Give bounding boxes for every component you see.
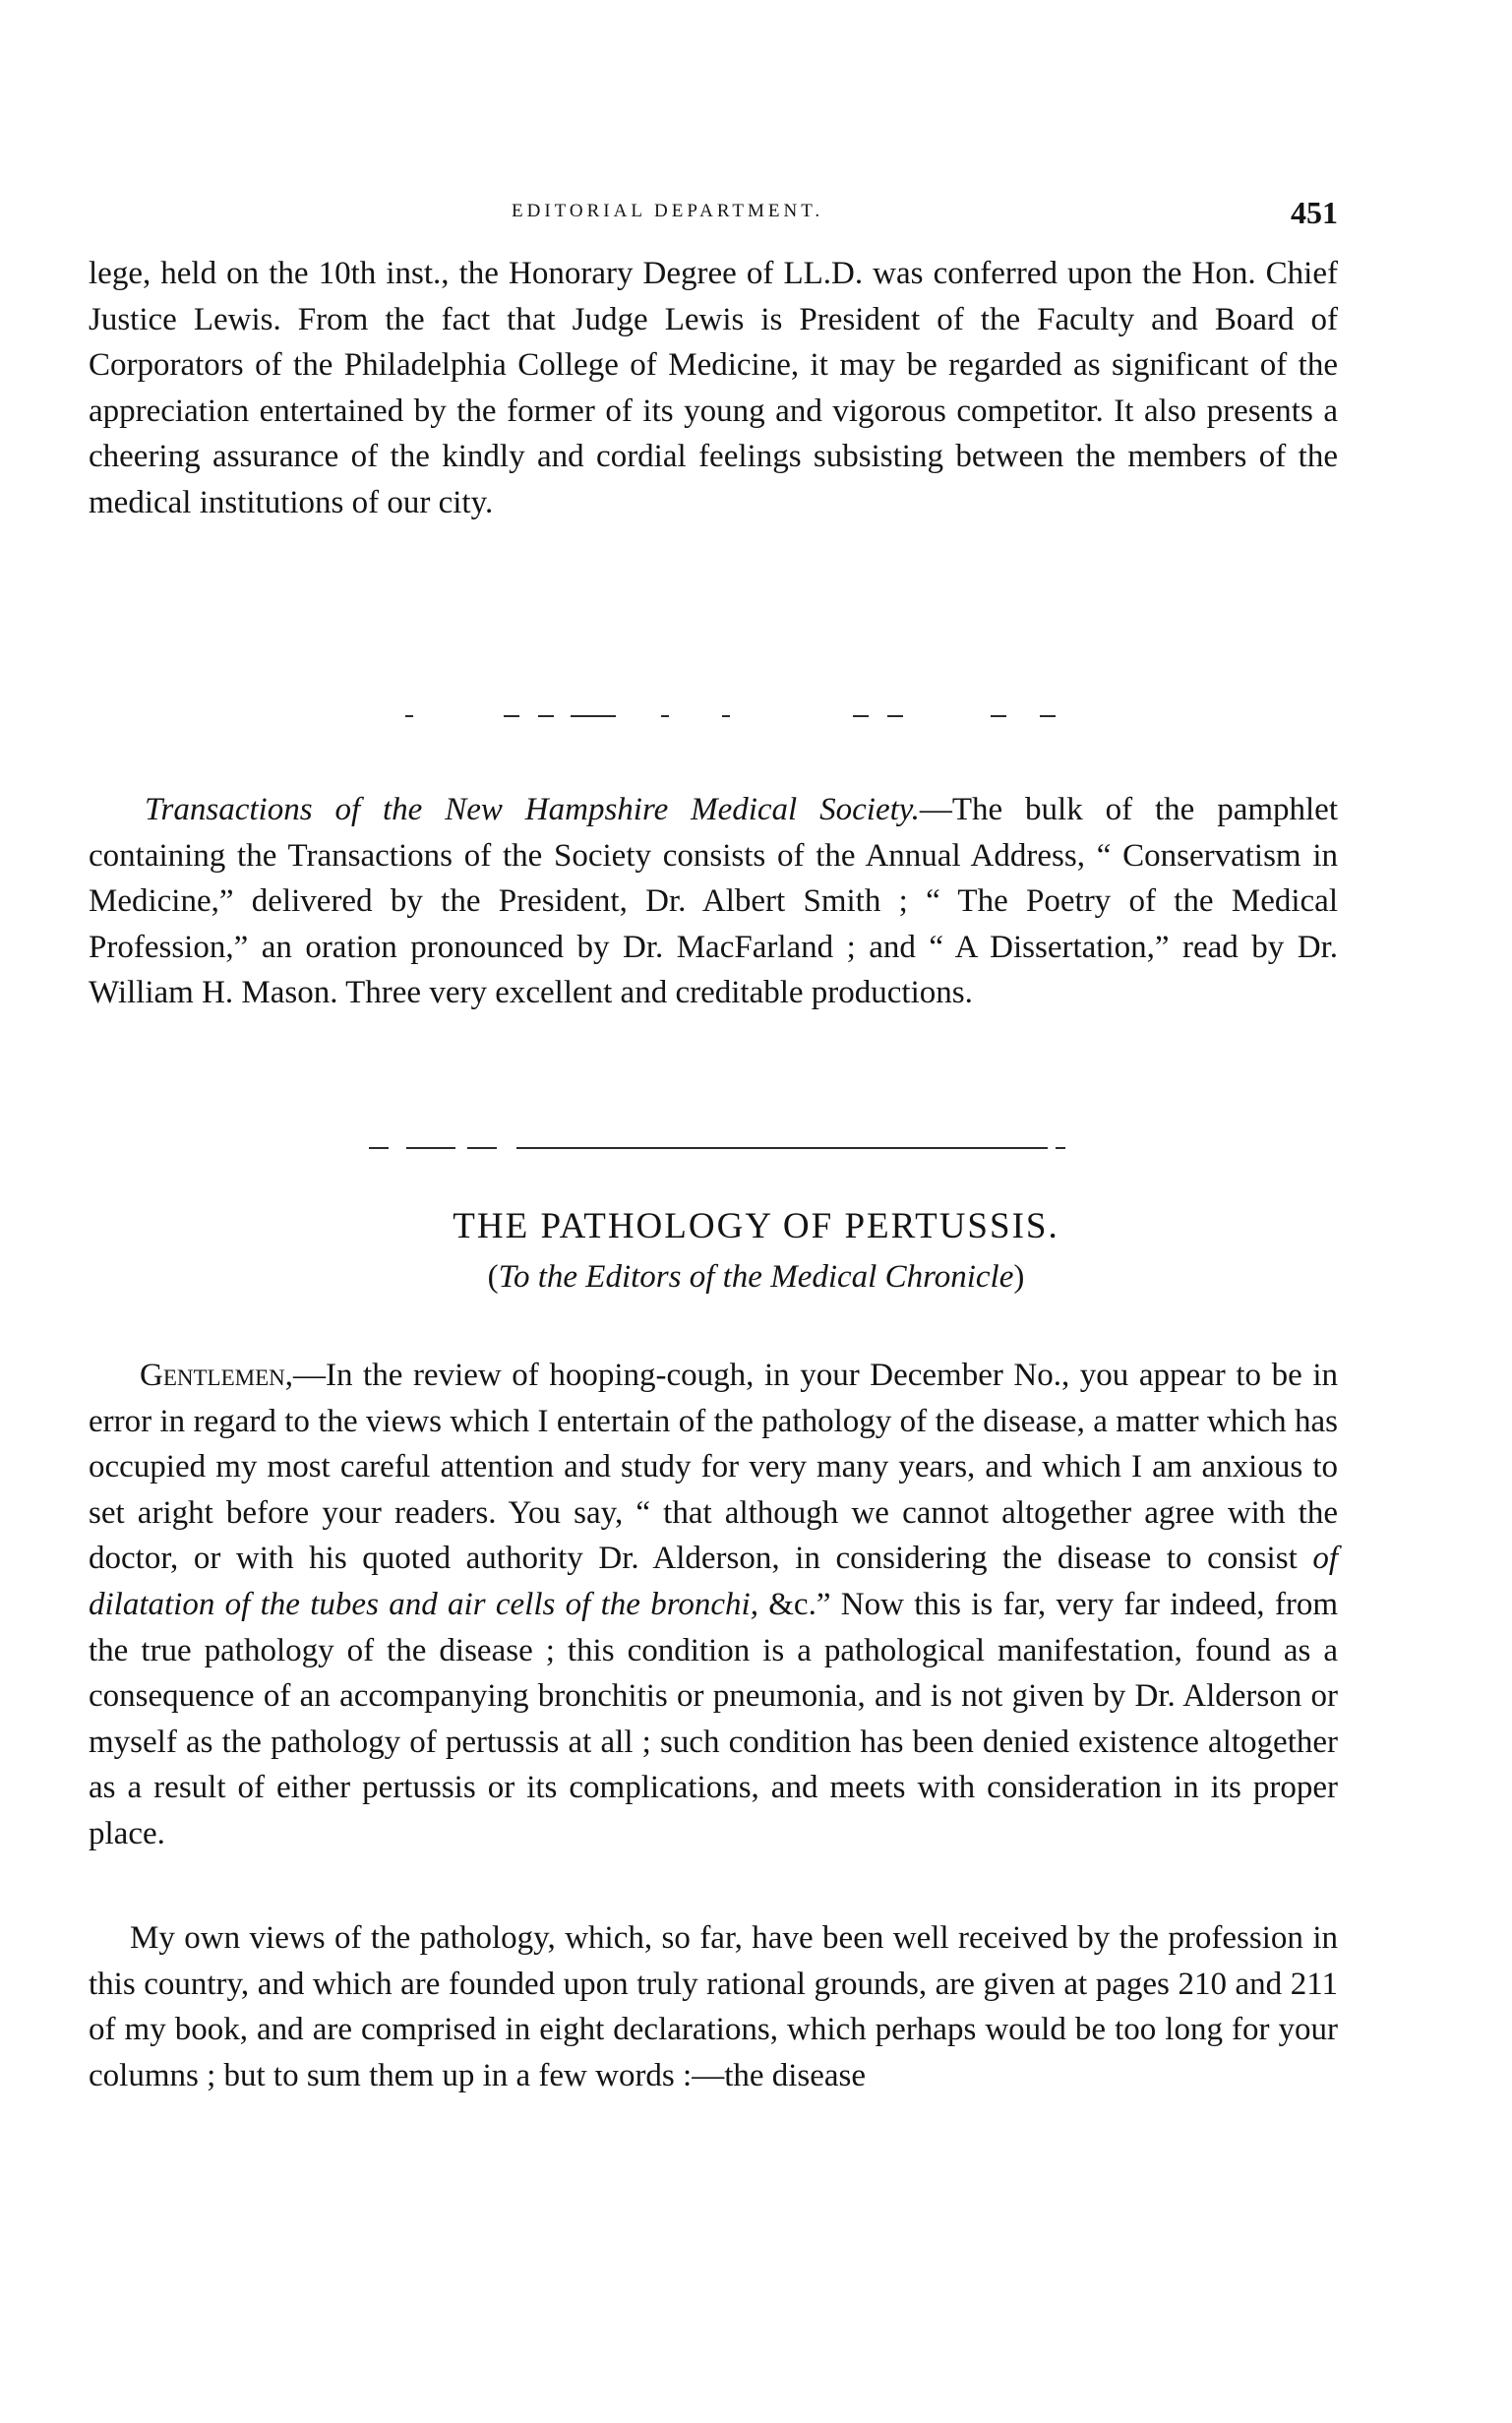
page-number: 451 xyxy=(1291,195,1338,230)
letter-paragraph xyxy=(89,1353,1338,1857)
open-paren: ( xyxy=(487,1259,499,1295)
salutation: Gentlemen, xyxy=(140,1358,293,1393)
review-title: Transactions of the New Hampshire Medical Society. xyxy=(145,792,920,827)
continued-paragraph xyxy=(89,251,1338,526)
close-paren: ) xyxy=(1013,1259,1025,1295)
letter-text-a: —In the review of hooping-cough, in your December No., you appear to be in error in regard to the views which I entertain of the pathology of the disease, a matter which has occupied my most careful attention and study for very many years, and which I am anxious to set aright before your readers. You say, “ that although we cannot altogether agree with the doctor, or with his quoted authority Dr. Alderson, in considering the disease to consist xyxy=(89,1358,1338,1577)
running-head: EDITORIAL DEPARTMENT. xyxy=(512,201,824,221)
paragraph-text: lege, held on the 10th inst., the Honorary Degree of LL.D. was conferred upon the Hon. Chief Justice Lewis. From the fact that Judge Lewis is President of the Faculty and Board of Corporators of the Philadelphia College of Medicine, it may be regarded as significant of the appreciation entertained by the former of its young and vigorous competitor. It also presents a cheering assurance of the kindly and cordial feelings subsisting between the members of the medical institutions of our city. xyxy=(89,256,1338,520)
paragraph-text-2: My own views of the pathology, which, so far, have been well received by the profession in this country, and which are founded upon truly rational grounds, are given at pages 210 and 211 of my book, and are comprised in eight declarations, which perhaps would be too long for your columns ; but to sum them up in a few words :—the disease xyxy=(89,1920,1338,2093)
article-divider xyxy=(369,1147,1067,1150)
review-paragraph xyxy=(89,787,1338,1016)
page-header xyxy=(393,195,1338,234)
review-text: —The bulk of the pamphlet containing the Transactions of the Society consists of the Annual Address, “ Conservatism in Medicine,” delivered by the President, Dr. Albert Smith ; “ The Poetry of the Medical Profession,” an oration pronounced by Dr. MacFarland ; and “ A Dissertation,” read by Dr. William H. Mason. Three very excellent and creditable productions. xyxy=(89,792,1339,1011)
subtitle-text: To the Editors of the Medical Chronicle xyxy=(498,1259,1014,1295)
letter-paragraph-2 xyxy=(89,1915,1338,2098)
section-divider xyxy=(405,715,1055,719)
letter-text-b: &c.” Now this is far, very far indeed, from the true pathology of the disease ; this condition is a pathological manifestation, found as a consequence of an accompanying bronchitis or pneumonia, and is not given by Dr. Alderson or myself as the pathology of pertussis at all ; such condition has been denied existence altogether as a result of either pertussis or its complications, and meets with consideration in its proper place. xyxy=(89,1586,1338,1851)
article-title: THE PATHOLOGY OF PERTUSSIS. xyxy=(453,1206,1059,1246)
letter-italic: of dilatation of the tubes and air cells of the bronchi, xyxy=(89,1541,1338,1622)
article-subtitle xyxy=(0,1259,1512,1296)
